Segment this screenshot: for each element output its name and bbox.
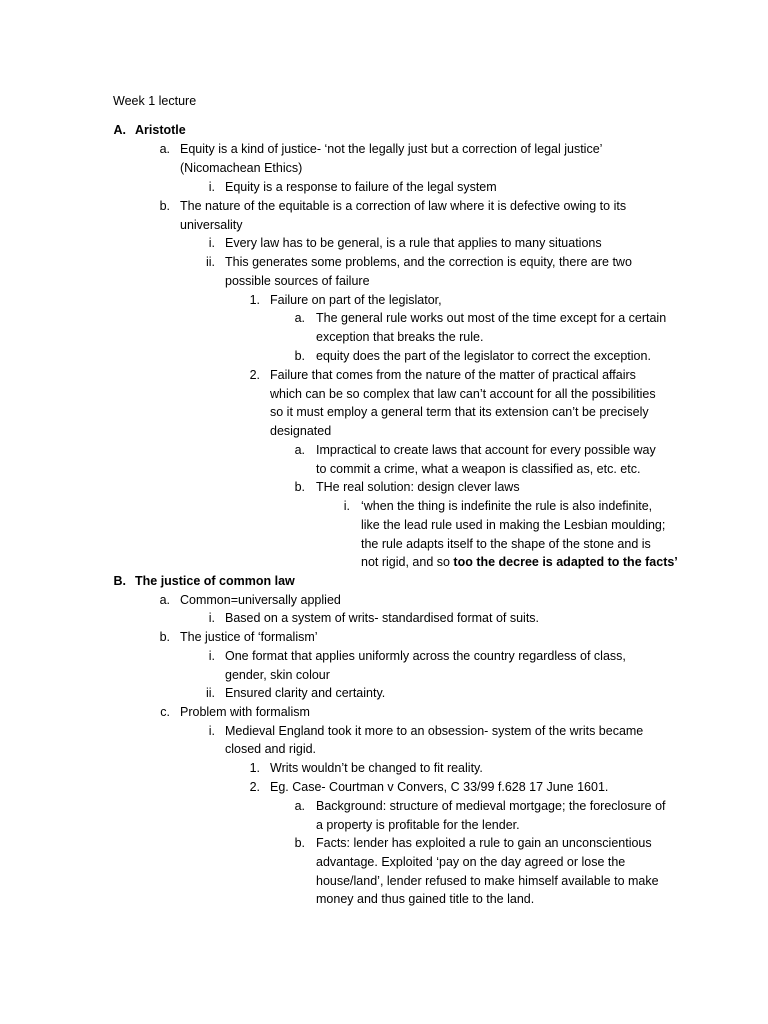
list-item-text: house/land’, lender refused to make himself available to make bbox=[316, 874, 659, 888]
list-marker: 1. bbox=[249, 293, 260, 307]
list-marker: b. bbox=[294, 480, 305, 494]
quote-plain-text: not rigid, and so bbox=[361, 555, 454, 569]
list-marker: c. bbox=[160, 705, 170, 719]
list-marker: a. bbox=[294, 443, 305, 457]
list-item-text: gender, skin colour bbox=[225, 668, 330, 682]
list-item-text bbox=[361, 553, 678, 572]
list-item-text: Equity is a response to failure of the legal system bbox=[225, 180, 497, 194]
list-marker: ii. bbox=[205, 686, 215, 700]
list-item-text: THe real solution: design clever laws bbox=[316, 480, 520, 494]
list-item-text: equity does the part of the legislator to correct the exception. bbox=[316, 349, 651, 363]
section-b-marker: B. bbox=[113, 574, 126, 588]
list-item-text: closed and rigid. bbox=[225, 742, 317, 756]
list-item-text: One format that applies uniformly across the country regardless of class, bbox=[225, 649, 626, 663]
list-item-text: Facts: lender has exploited a rule to gain an unconscientious bbox=[316, 836, 652, 850]
list-marker: b. bbox=[294, 836, 305, 850]
list-item-text: which can be so complex that law can’t account for all the possibilities bbox=[270, 387, 656, 401]
list-item-text: advantage. Exploited ‘pay on the day agreed or lose the bbox=[316, 855, 626, 869]
list-item-text: the rule adapts itself to the shape of the stone and is bbox=[361, 537, 651, 551]
list-item-text: like the lead rule used in making the Lesbian moulding; bbox=[361, 518, 666, 532]
section-a-marker: A. bbox=[113, 123, 126, 137]
list-item-text: Background: structure of medieval mortgage; the foreclosure of bbox=[316, 799, 666, 813]
list-marker: b. bbox=[294, 349, 305, 363]
section-a-heading: Aristotle bbox=[135, 123, 186, 137]
list-item-text: Common=universally applied bbox=[180, 593, 341, 607]
list-marker: i. bbox=[208, 180, 215, 194]
list-marker: 2. bbox=[249, 780, 260, 794]
list-marker: b. bbox=[159, 630, 170, 644]
list-item-text: Medieval England took it more to an obsession- system of the writs became bbox=[225, 724, 644, 738]
list-item-text: ‘when the thing is indefinite the rule is also indefinite, bbox=[361, 499, 653, 513]
list-item-text: universality bbox=[180, 218, 243, 232]
list-marker: i. bbox=[343, 499, 350, 513]
list-item-text: so it must employ a general term that its extension can’t be precisely bbox=[270, 405, 649, 419]
list-marker: i. bbox=[208, 724, 215, 738]
list-item-text: Failure on part of the legislator, bbox=[270, 293, 442, 307]
quote-bold-text: too the decree is adapted to the facts’ bbox=[453, 555, 678, 569]
list-item-text: to commit a crime, what a weapon is classified as, etc. etc. bbox=[316, 462, 641, 476]
list-item-text: Based on a system of writs- standardised format of suits. bbox=[225, 611, 540, 625]
list-item-text: a property is profitable for the lender. bbox=[316, 818, 520, 832]
list-item-text: The general rule works out most of the time except for a certain bbox=[316, 311, 667, 325]
list-item-text: Problem with formalism bbox=[180, 705, 310, 719]
section-b-heading: The justice of common law bbox=[135, 574, 295, 588]
list-marker: a. bbox=[294, 799, 305, 813]
list-marker: ii. bbox=[205, 255, 215, 269]
list-item-text: money and thus gained title to the land. bbox=[316, 892, 535, 906]
list-item-text: Every law has to be general, is a rule that applies to many situations bbox=[225, 236, 602, 250]
list-item-text: exception that breaks the rule. bbox=[316, 330, 484, 344]
list-item-text: Equity is a kind of justice- ‘not the legally just but a correction of legal justice’ bbox=[180, 142, 603, 156]
list-item-text: The nature of the equitable is a correction of law where it is defective owing to its bbox=[180, 199, 627, 213]
list-marker: a. bbox=[294, 311, 305, 325]
list-marker: a. bbox=[159, 142, 170, 156]
list-item-text: designated bbox=[270, 424, 332, 438]
list-item-text: (Nicomachean Ethics) bbox=[180, 161, 303, 175]
list-item-text: Eg. Case- Courtman v Convers, C 33/99 f.628 17 June 1601. bbox=[270, 780, 609, 794]
list-marker: i. bbox=[208, 611, 215, 625]
list-item-text: Writs wouldn’t be changed to fit reality. bbox=[270, 761, 483, 775]
list-item-text: The justice of ‘formalism’ bbox=[180, 630, 318, 644]
list-item-text: Failure that comes from the nature of the matter of practical affairs bbox=[270, 368, 636, 382]
list-marker: 1. bbox=[249, 761, 260, 775]
list-marker: 2. bbox=[249, 368, 260, 382]
list-marker: i. bbox=[208, 649, 215, 663]
document-title: Week 1 lecture bbox=[113, 94, 197, 108]
list-item-text: possible sources of failure bbox=[225, 274, 370, 288]
list-item-text: Impractical to create laws that account for every possible way bbox=[316, 443, 656, 457]
list-marker: i. bbox=[208, 236, 215, 250]
list-item-text: This generates some problems, and the correction is equity, there are two bbox=[225, 255, 632, 269]
list-marker: a. bbox=[159, 593, 170, 607]
list-marker: b. bbox=[159, 199, 170, 213]
list-item-text: Ensured clarity and certainty. bbox=[225, 686, 386, 700]
